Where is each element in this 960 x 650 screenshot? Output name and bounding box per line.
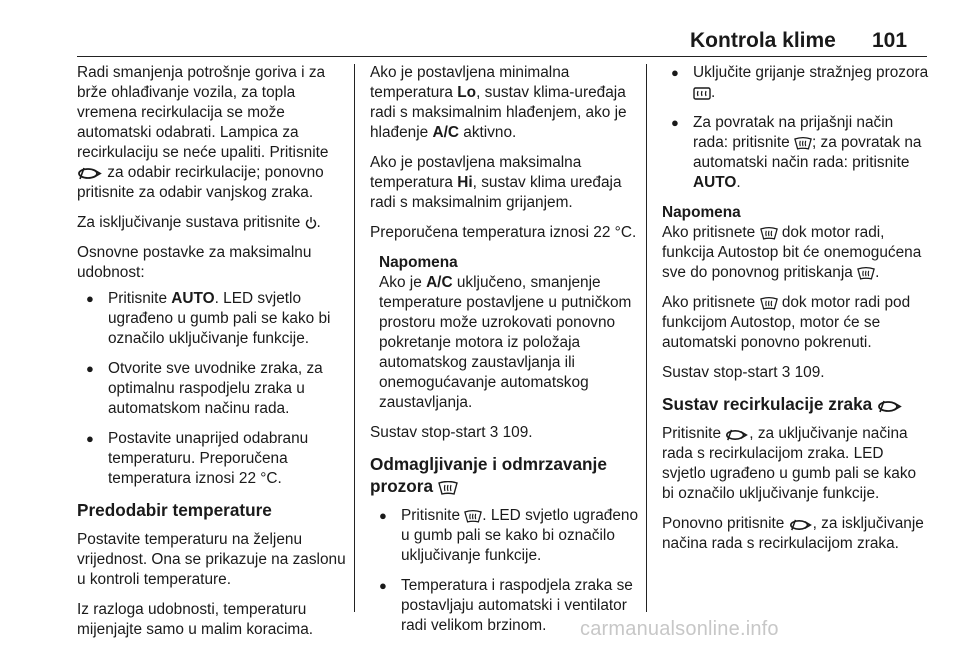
note-box [370, 253, 638, 413]
paragraph: Preporučena temperatura iznosi 22 °C. [370, 224, 637, 241]
reference-arrow-icon: 3 [489, 424, 499, 441]
paragraph: Za isključivanje sustava pritisnite . [77, 214, 321, 231]
windscreen-defrost-icon [794, 137, 812, 150]
paragraph: Radi smanjenja potrošnje goriva i za brže ohlađivanje vozila, za topla vremena recirkulacija se može automatski odabrati. Lampica za recirkulaciju se neće upaliti. Pritisnite za odabir recirkulacije; ponovno pritisnite za odabir vanjskog zraka. [77, 64, 329, 201]
page-number: 101 [872, 29, 908, 52]
paragraph: Ponovno pritisnite , za isključivanje načina rada s recirkulacijom zraka. [662, 515, 924, 552]
windscreen-defrost-icon [438, 481, 458, 495]
paragraph: Postavite temperaturu na željenu vrijednost. Ona se prikazuje na zaslonu u kontroli temperature. [77, 531, 346, 588]
note-label: Napomena [662, 204, 741, 221]
rear-window-heating-icon [693, 87, 711, 100]
bullet-list [77, 289, 347, 489]
bullet-list [370, 506, 638, 636]
list-item: ● Pritisnite AUTO. LED svjetlo ugrađeno u gumb pali se kako bi označilo uključivanje funkcije. [77, 289, 347, 349]
windscreen-defrost-icon [464, 510, 482, 523]
recirculation-icon [877, 400, 903, 413]
note-text: Ako pritisnete dok motor radi pod funkcijom Autostop, motor će se automatski ponovno pokrenuti. [662, 294, 911, 351]
list-item: ● Temperatura i raspodjela zraka se postavljaju automatski i ventilator radi velikom brzinom. [370, 576, 638, 636]
note-text: Ako pritisnete dok motor radi, funkcija Autostop bit će onemogućena sve do ponovnog pritiskanja . [662, 224, 922, 281]
windscreen-defrost-icon [760, 297, 778, 310]
windscreen-defrost-icon [760, 227, 778, 240]
reference-arrow-icon: 3 [781, 364, 791, 381]
chapter-title: Kontrola klime [690, 29, 836, 52]
list-item: ● Postavite unaprijed odabranu temperaturu. Preporučena temperatura iznosi 22 °C. [77, 429, 347, 489]
note-label: Napomena [379, 254, 458, 271]
header-rule [77, 56, 927, 57]
list-item: ● Otvorite sve uvodnike zraka, za optimalnu raspodjelu zraka u automatskom načinu rada. [77, 359, 347, 419]
cross-reference: Sustav stop-start 3 109. [662, 364, 825, 381]
bullet-list [662, 63, 930, 193]
note-box [662, 203, 930, 353]
paragraph: Iz razloga udobnosti, temperaturu mijenjajte samo u malim koracima. [77, 601, 314, 638]
column-1 [77, 63, 347, 650]
note-text: Ako je A/C uključeno, smanjenje temperature postavljene u putničkom prostoru može uzrokovati ponovno pokretanje motora iz položaja automatskog zaustavljanja ili onemogućavanje automatskog zaustavljanja. [379, 274, 632, 411]
section-heading: Sustav recirkulacije zraka [662, 393, 930, 415]
recirculation-icon [789, 519, 813, 531]
cross-reference: Sustav stop-start 3 109. [370, 424, 533, 441]
paragraph: Pritisnite , za uključivanje načina rada s recirkulacijom zraka. LED svjetlo ugrađeno u gumb pali se kako bi označilo uključivanje funkcije. [662, 425, 917, 502]
column-divider-1 [354, 64, 355, 612]
watermark: carmanualsonline.info [580, 618, 779, 640]
paragraph: Ako je postavljena maksimalna temperatura Hi, sustav klima uređaja radi s maksimalnim grijanjem. [370, 154, 622, 211]
list-item: ● Uključite grijanje stražnjeg prozora . [662, 63, 930, 103]
list-item: ● Za povratak na prijašnji način rada: pritisnite ; za povratak na automatski način rada: pritisnite AUTO. [662, 113, 930, 193]
section-heading: Predodabir temperature [77, 500, 272, 520]
recirculation-icon [725, 429, 749, 441]
column-3 [662, 63, 930, 564]
power-icon [305, 216, 317, 230]
column-divider-2 [646, 64, 647, 612]
column-2 [370, 63, 638, 646]
recirculation-icon [77, 167, 103, 180]
list-item: ● Pritisnite . LED svjetlo ugrađeno u gumb pali se kako bi označilo uključivanje funkcije. [370, 506, 638, 566]
paragraph: Ako je postavljena minimalna temperatura Lo, sustav klima-uređaja radi s maksimalnim hlađenjem, ako je hlađenje A/C aktivno. [370, 64, 627, 141]
paragraph: Osnovne postavke za maksimalnu udobnost: [77, 244, 312, 281]
windscreen-defrost-icon [857, 267, 875, 280]
section-heading: Odmagljivanje i odmrzavanje prozora [370, 454, 607, 496]
